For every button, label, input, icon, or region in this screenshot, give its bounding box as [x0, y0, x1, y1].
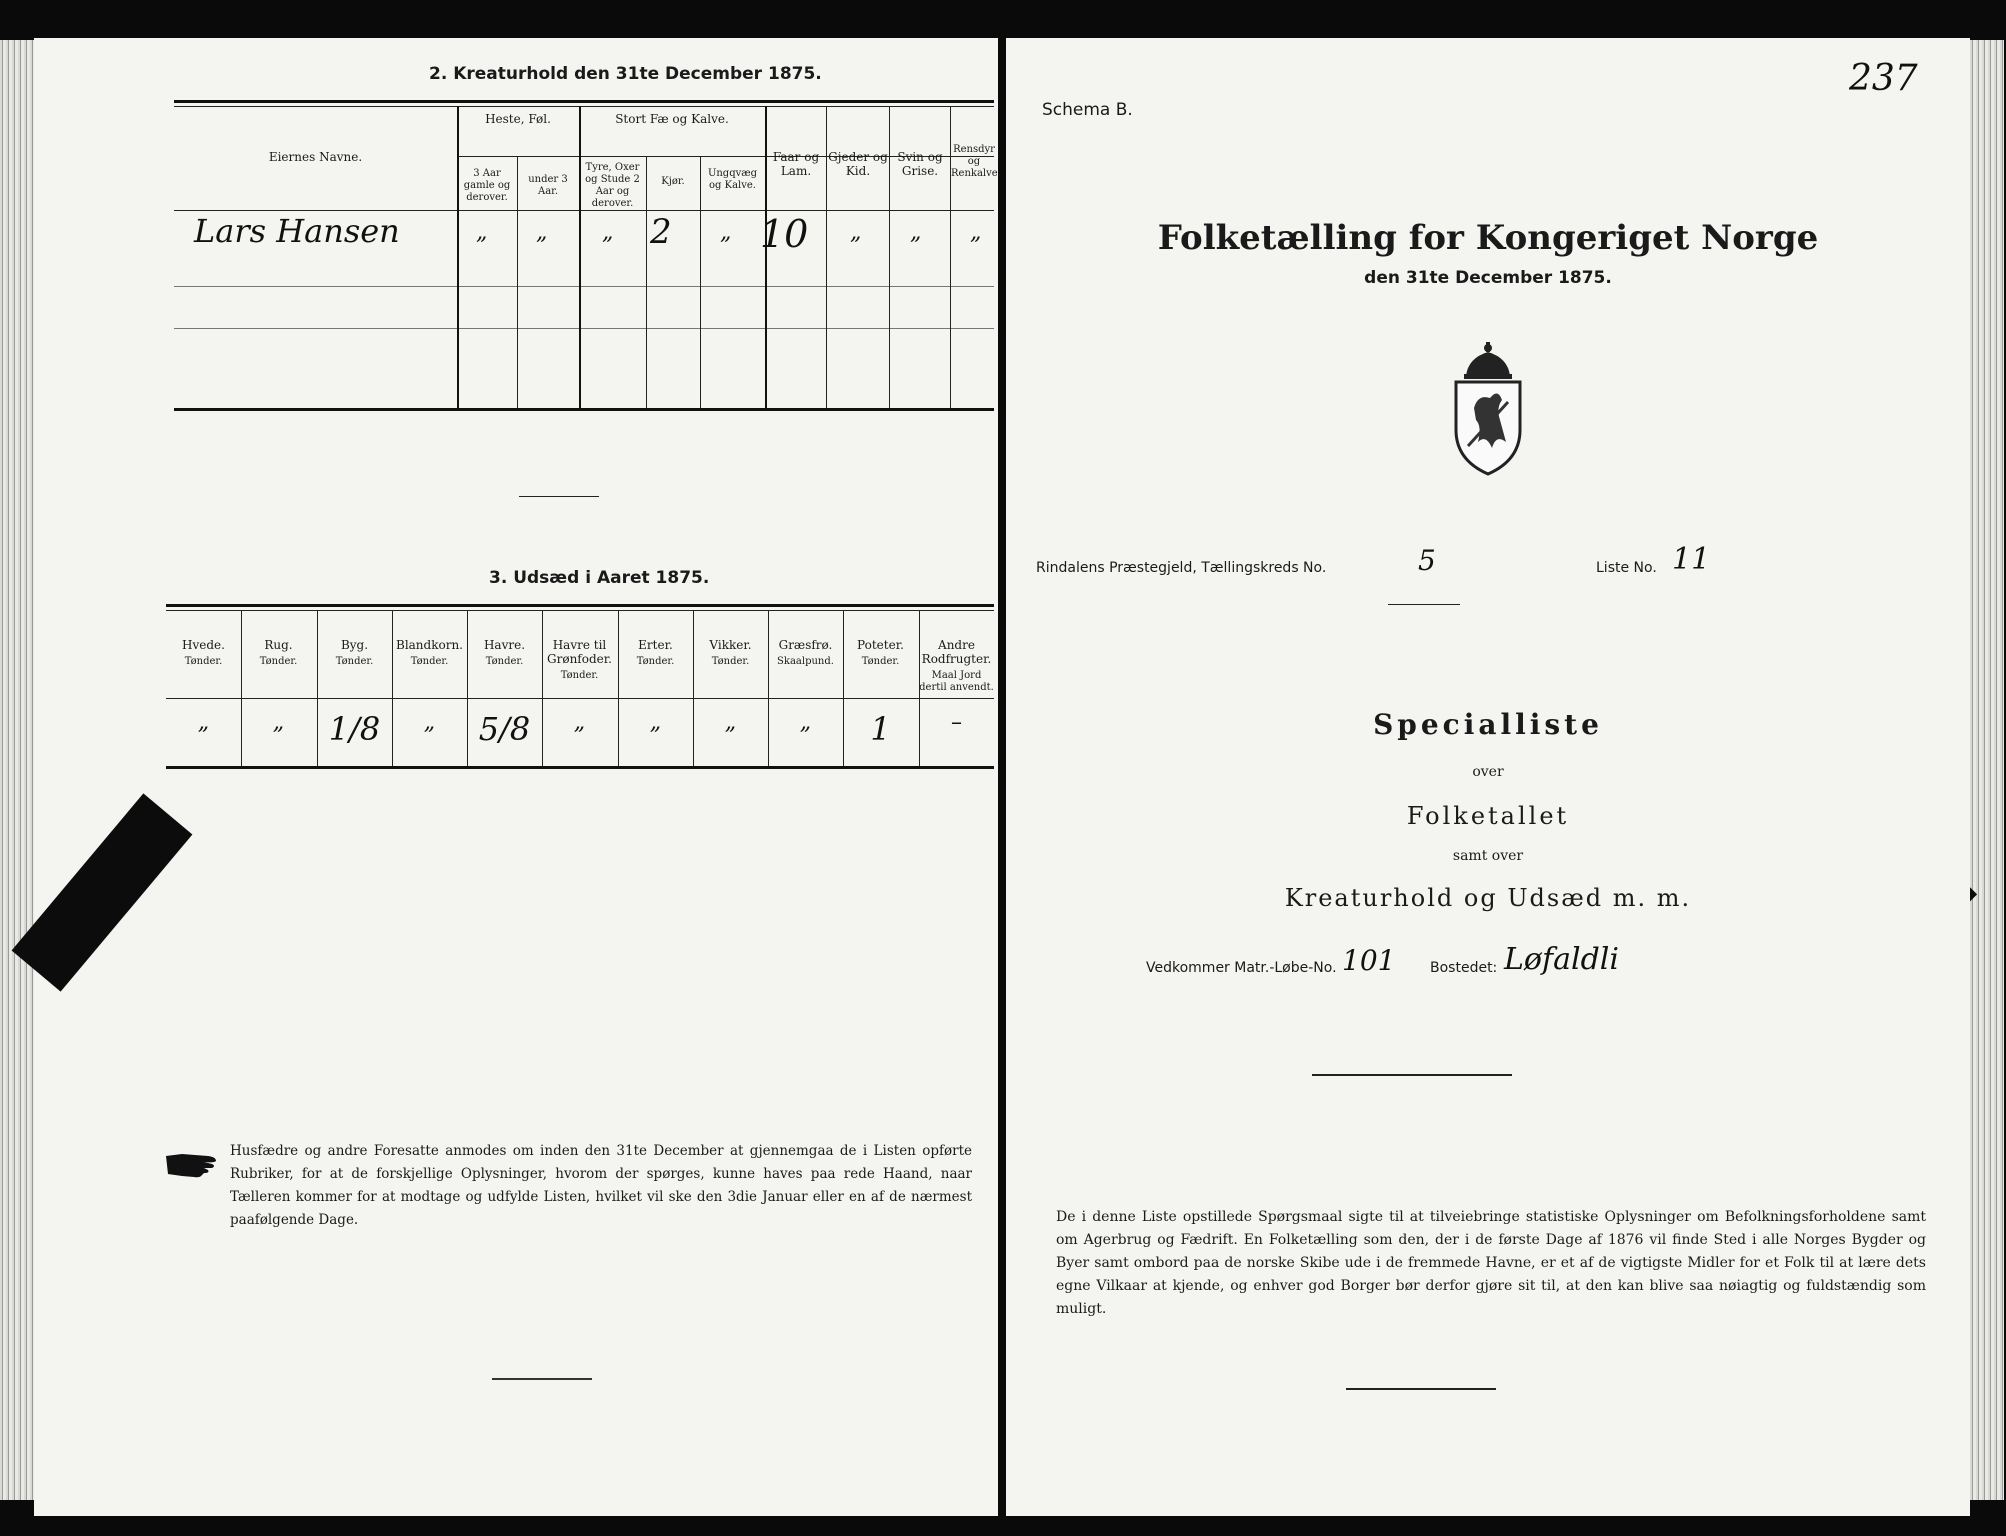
- page-number: 237: [1849, 58, 1918, 99]
- stort-b-value: 2: [650, 212, 672, 252]
- udsaed-value: 1: [870, 710, 891, 748]
- folketallet-label: Folketallet: [1406, 802, 1570, 830]
- prestegjeld-label: Rindalens Præstegjeld, Tællingskreds No.: [1036, 560, 1327, 576]
- udsaed-col-name: Byg.: [340, 638, 369, 652]
- heste-a-value: „: [476, 220, 488, 245]
- udsaed-col-header: [693, 638, 768, 668]
- table3-col-rule: [618, 610, 619, 766]
- svin-value: „: [910, 220, 922, 245]
- udsaed-col-unit: Tønder.: [410, 656, 449, 667]
- udsaed-value: 5/8: [478, 710, 531, 748]
- gjeder-value: „: [850, 220, 862, 245]
- faar-value: 10: [760, 212, 809, 256]
- schema-label: Schema B.: [1042, 100, 1133, 120]
- udsaed-value: „: [197, 710, 210, 735]
- udsaed-col-name: Havre til Grønfoder.: [547, 638, 612, 666]
- table3-bottom-rule: [166, 766, 994, 769]
- table2-col-rule: [700, 156, 701, 408]
- specialliste-title: Specialliste: [1373, 708, 1603, 741]
- table2-col-rule: [646, 156, 647, 408]
- liste-label: Liste No.: [1596, 560, 1657, 576]
- udsaed-col-unit: Tønder.: [560, 670, 599, 681]
- liste-number: 11: [1672, 542, 1711, 577]
- table3-col-rule: [693, 610, 694, 766]
- udsaed-col-unit: Tønder.: [636, 656, 675, 667]
- bottom-rule: [1346, 1388, 1496, 1390]
- udsaed-col-header: [166, 638, 241, 668]
- udsaed-col-name: Havre.: [483, 638, 526, 652]
- udsaed-value: 1/8: [328, 710, 381, 748]
- udsaed-value: „: [649, 710, 662, 735]
- udsaed-col-header: [542, 638, 617, 682]
- table2-row-rule: [174, 286, 994, 287]
- stort-a-value: „: [602, 220, 614, 245]
- table3-col-rule: [241, 610, 242, 766]
- heste-a-header: 3 Aar gamle og derover.: [463, 168, 511, 203]
- udsaed-value: „: [799, 710, 812, 735]
- owner-header: Eiernes Navne.: [268, 150, 363, 164]
- udsaed-value: „: [272, 710, 285, 735]
- left-page: [34, 38, 1001, 1516]
- udsaed-col-name: Erter.: [638, 638, 673, 652]
- table3-header-rule: [166, 698, 994, 699]
- table2-top-rule-2: [174, 106, 994, 107]
- udsaed-value: –: [951, 710, 962, 735]
- udsaed-col-header: [467, 638, 542, 668]
- pointing-hand-icon: [164, 1148, 220, 1180]
- coat-of-arms-icon: [1438, 338, 1538, 478]
- udsaed-col-header: [392, 638, 467, 668]
- table2-bottom-rule: [174, 408, 994, 411]
- stort-b-header: Kjør.: [661, 176, 685, 187]
- udsaed-col-name: Græsfrø.: [778, 638, 833, 652]
- udsaed-col-name: Poteter.: [857, 638, 904, 652]
- bostedet-value: Løfaldli: [1504, 942, 1619, 977]
- table3-top-rule: [166, 604, 994, 607]
- table3-col-rule: [768, 610, 769, 766]
- right-page-edges: [1970, 40, 2004, 1500]
- udsaed-col-unit: Tønder.: [184, 656, 223, 667]
- table2-col-rule: [457, 106, 459, 408]
- udsaed-col-header: [241, 638, 316, 668]
- bottom-separator: [492, 1378, 592, 1380]
- udsaed-col-name: Vikker.: [709, 638, 752, 652]
- udsaed-col-unit: Tønder.: [485, 656, 524, 667]
- stort-c-header: Ungqvæg og Kalve.: [707, 168, 758, 191]
- section3-title: 3. Udsæd i Aaret 1875.: [489, 568, 710, 588]
- stort-group-header: Stort Fæ og Kalve.: [615, 112, 729, 126]
- table2-col-rule: [579, 106, 581, 408]
- udsaed-col-unit: Skaalpund.: [777, 656, 834, 667]
- udsaed-value: „: [423, 710, 436, 735]
- heste-b-header: under 3 Aar.: [528, 174, 568, 197]
- section2-title: 2. Kreaturhold den 31te December 1875.: [429, 64, 822, 84]
- udsaed-value: „: [573, 710, 586, 735]
- matr-number: 101: [1342, 944, 1396, 977]
- table2-row-rule: [174, 328, 994, 329]
- udsaed-col-header: [919, 638, 994, 694]
- table2-header-rule: [174, 210, 994, 211]
- heste-group-header: Heste, Føl.: [485, 112, 551, 126]
- kreds-number: 5: [1418, 544, 1436, 577]
- table2-col-rule: [889, 106, 890, 408]
- udsaed-col-unit: Tønder.: [711, 656, 750, 667]
- table3-col-rule: [542, 610, 543, 766]
- udsaed-col-unit: Tønder.: [335, 656, 374, 667]
- separator-line: [519, 496, 599, 497]
- middle-rule: [1312, 1074, 1512, 1076]
- udsaed-col-name: Rug.: [264, 638, 293, 652]
- udsaed-col-header: [843, 638, 918, 668]
- footer-text: De i denne Liste opstillede Spørgsmaal sigte til at tilveiebringe statistiske Oplysninger om Befolkningsforholdene samt om Agerbrug og Fædrift. En Folketælling som den, der i de første Dage af 1876 vil finde Sted i alle Norges Bygder og Byer samt ombord paa de norske Skibe ude i de fremmede Havne, er et af de vigtigste Midler for et Folk til at lære dets egne Vilkaar at kjende, og enhver god Borger bør derfor gjøre sit til, at den kan blive saa nøiagtig og fuldstændig som muligt.: [1056, 1209, 1926, 1317]
- over-label: over: [1472, 764, 1504, 780]
- stort-c-value: „: [720, 220, 732, 245]
- udsaed-col-unit: Tønder.: [861, 656, 900, 667]
- notice-text: Husfædre og andre Foresatte anmodes om inden den 31te December at gjennemgaa de i Listen opførte Rubriker, for at de forskjellige Oplysninger, hvorom der spørges, kunne haves paa rede Haand, naar Tælleren kommer for at modtage og udfylde Listen, hvilket vil ske den 3die Januar eller en af de nærmest paafølgende Dage.: [230, 1143, 972, 1228]
- udsaed-col-header: [317, 638, 392, 668]
- left-page-edges: [0, 40, 34, 1500]
- udsaed-col-name: Blandkorn.: [396, 638, 463, 652]
- right-page: [1006, 38, 1970, 1516]
- table3-col-rule: [392, 610, 393, 766]
- owner-name: Lars Hansen: [194, 212, 400, 250]
- rensdyr-value: „: [970, 220, 982, 245]
- udsaed-col-name: Andre Rodfrugter.: [921, 638, 992, 666]
- udsaed-value: „: [724, 710, 737, 735]
- udsaed-col-unit: Tønder.: [259, 656, 298, 667]
- main-title: Folketælling for Kongeriget Norge: [1157, 218, 1819, 258]
- table3-top-rule-2: [166, 610, 994, 611]
- matr-label: Vedkommer Matr.-Løbe-No.: [1146, 960, 1337, 976]
- table2-col-rule: [826, 106, 827, 408]
- svin-header: Svin og Grise.: [897, 150, 943, 178]
- heste-b-value: „: [536, 220, 548, 245]
- title-separator: [1388, 604, 1460, 605]
- samt-over-label: samt over: [1452, 848, 1524, 864]
- stort-a-header: Tyre, Oxer og Stude 2 Aar og derover.: [585, 162, 640, 209]
- table2-top-rule: [174, 100, 994, 103]
- udsaed-col-name: Hvede.: [182, 638, 225, 652]
- rensdyr-header: Rensdyr og Renkalve.: [951, 144, 1001, 179]
- census-date: den 31te December 1875.: [1364, 268, 1612, 288]
- udsaed-col-unit: Maal Jord dertil anvendt.: [919, 670, 994, 693]
- udsaed-col-header: [768, 638, 843, 668]
- gjeder-header: Gjeder og Kid.: [828, 150, 888, 178]
- faar-header: Faar og Lam.: [772, 150, 820, 178]
- kreaturhold-label: Kreaturhold og Udsæd m. m.: [1284, 884, 1692, 912]
- bostedet-label: Bostedet:: [1430, 960, 1498, 976]
- udsaed-col-header: [618, 638, 693, 668]
